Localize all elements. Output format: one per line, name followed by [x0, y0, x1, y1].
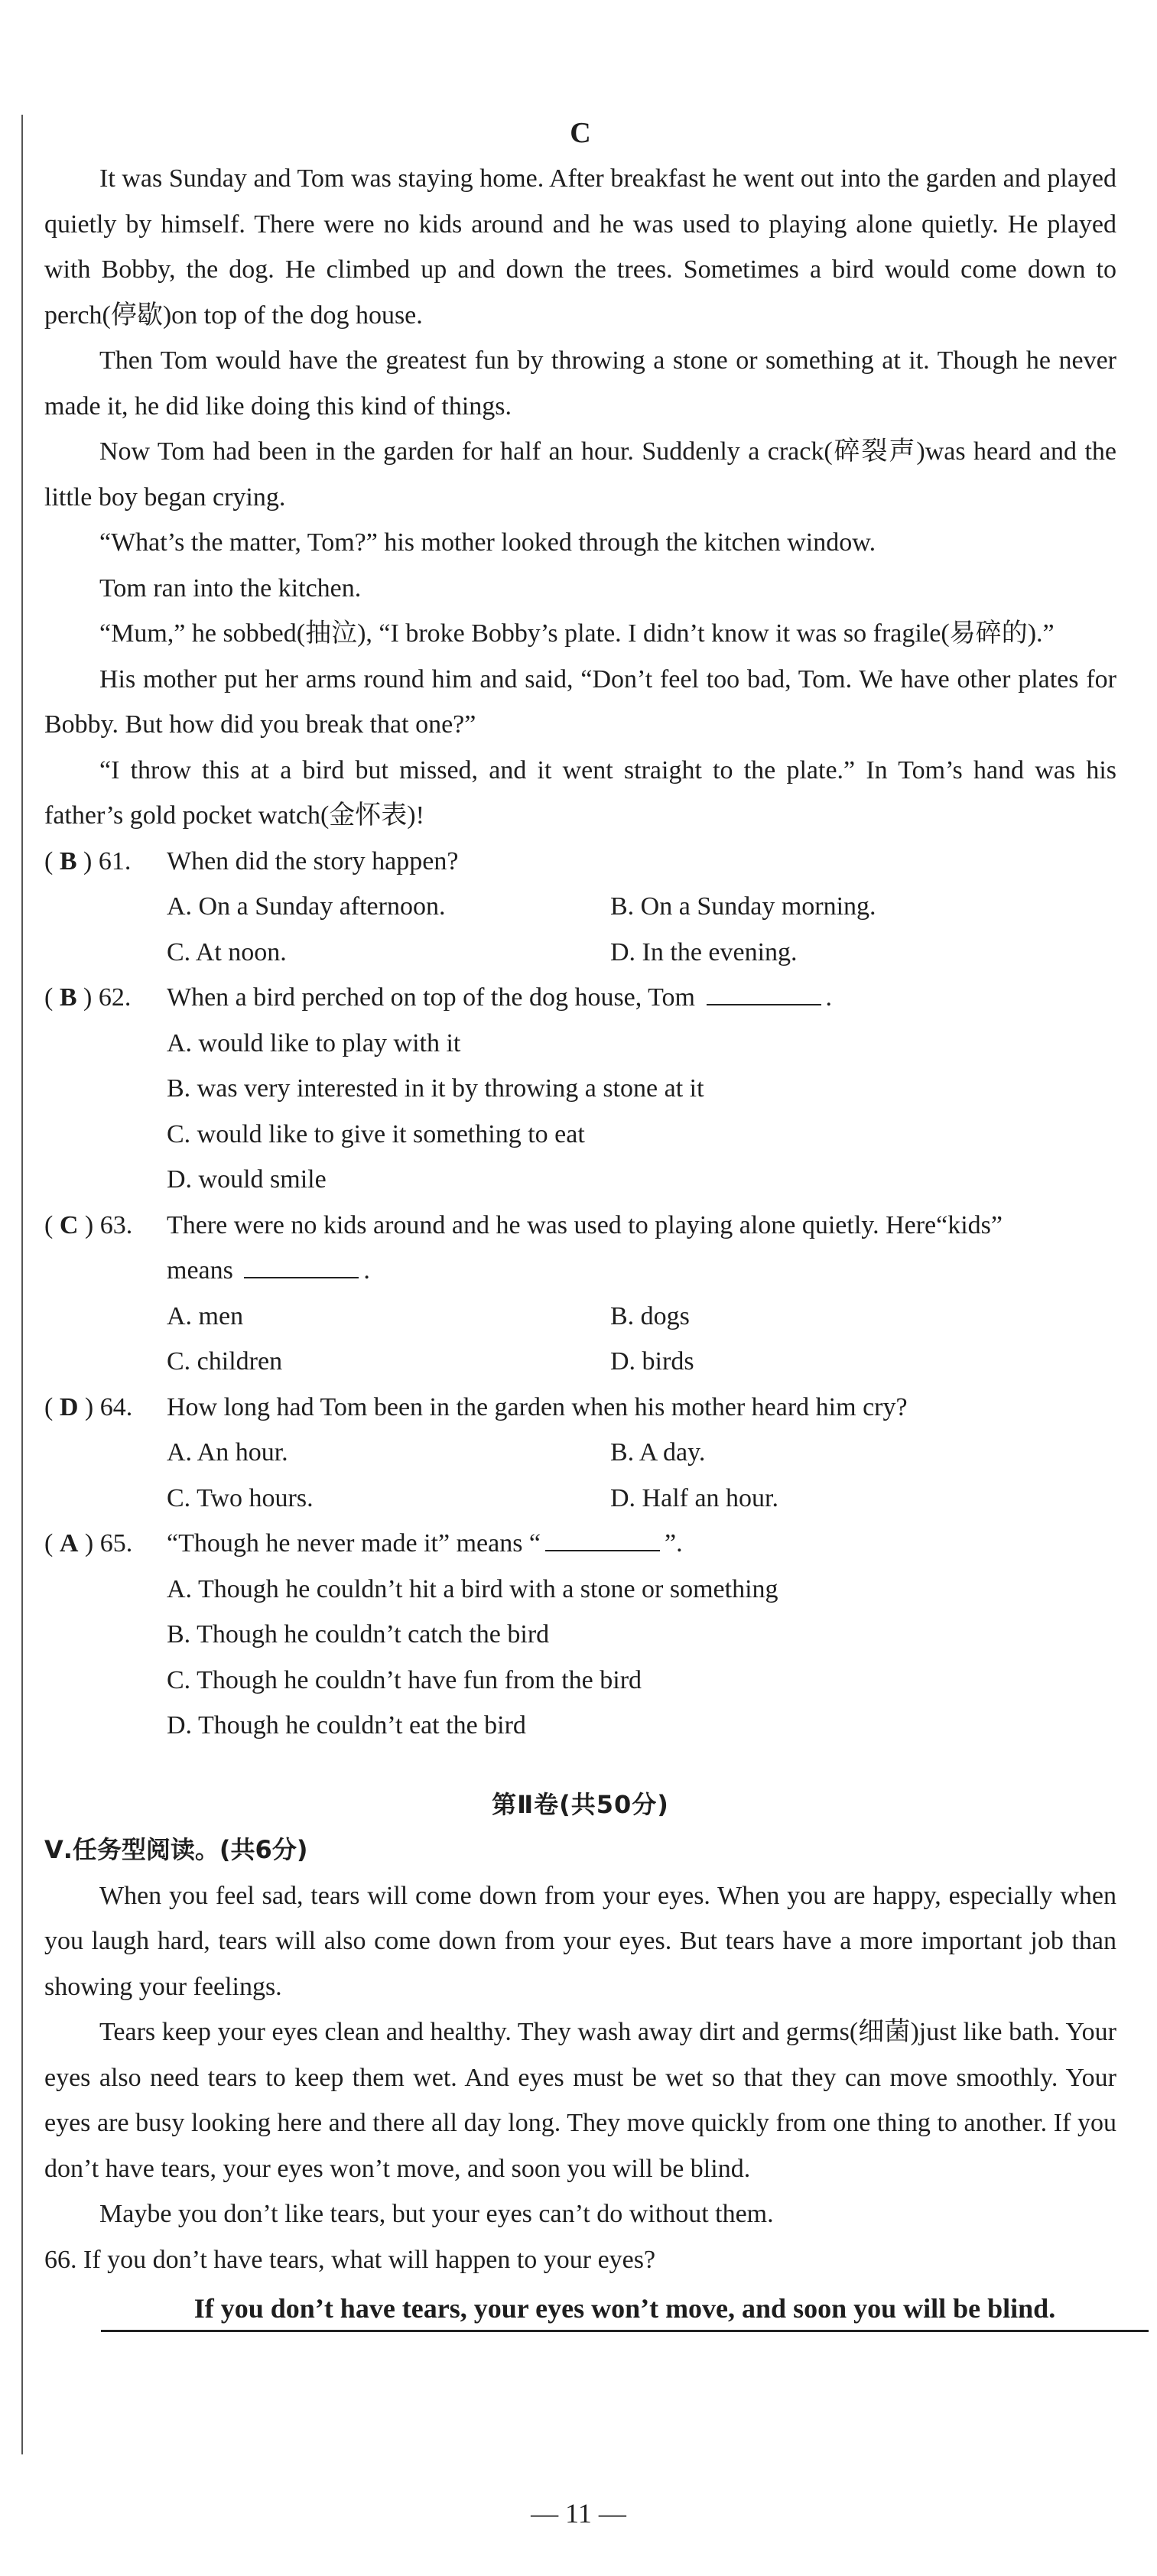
stem-end: ”.	[665, 1529, 683, 1558]
answer-letter: B	[59, 983, 77, 1012]
question-62	[44, 975, 1116, 1203]
option-d: D. Though he couldn’t eat the bird	[167, 1711, 526, 1740]
answer-label: ( D ) 64.	[44, 1392, 133, 1421]
question-stem-cont: means	[167, 1256, 233, 1285]
task-heading: Ⅴ.任务型阅读。(共6分)	[44, 1835, 308, 1864]
option-a: A. An hour.	[167, 1438, 288, 1467]
option-a: A. On a Sunday afternoon.	[167, 892, 446, 921]
left-margin-rule	[21, 115, 23, 2454]
passage-paragraph: Tom ran into the kitchen.	[99, 573, 362, 603]
question-stem: When a bird perched on top of the dog house, Tom	[167, 983, 695, 1012]
answer-letter: C	[59, 1210, 79, 1239]
passage-paragraph: “I throw this at a bird but missed, and it went straight to the plate.” In Tom’s hand was his father’s gold pocket watch(金怀表)!	[44, 755, 1116, 830]
passage-paragraph: When you feel sad, tears will come down from your eyes. When you are happy, especially when you laugh hard, tears will also come down from your eyes. But tears have a more important job than showing your feelings.	[44, 1881, 1116, 2001]
option-c: C. children	[167, 1347, 283, 1376]
page-number: — 11 —	[531, 2498, 626, 2529]
answer-label: ( C ) 63.	[44, 1210, 133, 1239]
option-d: D. Half an hour.	[610, 1483, 779, 1512]
question-63	[44, 1203, 1116, 1385]
answer-label: ( B ) 62.	[44, 983, 132, 1012]
question-stem: “Though he never made it” means “	[167, 1529, 541, 1558]
passage-paragraph: Now Tom had been in the garden for half an hour. Suddenly a crack(碎裂声)was heard and the little boy began crying.	[44, 437, 1116, 512]
answer-blank	[545, 1527, 660, 1551]
answer-label: ( A ) 65.	[44, 1529, 133, 1558]
answer-blank	[707, 981, 821, 1005]
option-c: C. Two hours.	[167, 1483, 314, 1512]
question-stem: There were no kids around and he was used to playing alone quietly. Here“kids”	[167, 1210, 1003, 1239]
passage-paragraph: Then Tom would have the greatest fun by throwing a stone or something at it. Though he never made it, he did like doing this kind of things.	[44, 346, 1116, 421]
page-content	[44, 113, 1116, 2332]
question-stem: When did the story happen?	[167, 846, 459, 875]
passage-paragraph: “Mum,” he sobbed(抽泣), “I broke Bobby’s plate. I didn’t know it was so fragile(易碎的).”	[99, 619, 1055, 648]
question-64	[44, 1385, 1116, 1522]
option-a: A. would like to play with it	[167, 1028, 461, 1057]
question-66-answer: If you don’t have tears, your eyes won’t move, and soon you will be blind.	[101, 2287, 1149, 2332]
option-d: D. would smile	[167, 1165, 327, 1194]
stem-end: .	[363, 1256, 370, 1285]
answer-letter: B	[59, 846, 77, 875]
question-61	[44, 839, 1116, 976]
option-b: B. was very interested in it by throwing a stone at it	[167, 1074, 704, 1103]
passage-paragraph: His mother put her arms round him and said, “Don’t feel too bad, Tom. We have other plates for Bobby. But how did you break that one?”	[44, 664, 1116, 739]
option-d: D. birds	[610, 1347, 694, 1376]
part-heading: 第Ⅱ卷(共50分)	[492, 1789, 669, 1819]
question-65	[44, 1521, 1116, 1749]
option-b: B. dogs	[610, 1301, 690, 1330]
option-d: D. In the evening.	[610, 937, 798, 966]
option-c: C. At noon.	[167, 937, 287, 966]
passage-paragraph: “What’s the matter, Tom?” his mother looked through the kitchen window.	[99, 528, 876, 557]
stem-end: .	[825, 983, 832, 1012]
answer-letter: A	[59, 1529, 79, 1558]
question-stem: How long had Tom been in the garden when his mother heard him cry?	[167, 1392, 908, 1421]
question-66: 66. If you don’t have tears, what will happen to your eyes?	[44, 2245, 656, 2274]
option-a: A. men	[167, 1301, 244, 1330]
section-title: C	[570, 117, 591, 149]
passage-paragraph: It was Sunday and Tom was staying home. After breakfast he went out into the garden and played quietly by himself. There were no kids around and he was used to playing alone quietly. He played with Bobby, the dog. He climbed up and down the trees. Sometimes a bird would come down to perch(停歇)on top of the dog house.	[44, 164, 1116, 330]
option-b: B. A day.	[610, 1438, 706, 1467]
option-c: C. Though he couldn’t have fun from the bird	[167, 1665, 642, 1694]
answer-blank	[244, 1254, 359, 1278]
option-c: C. would like to give it something to eat	[167, 1119, 585, 1148]
passage-paragraph: Maybe you don’t like tears, but your eyes can’t do without them.	[99, 2200, 774, 2228]
answer-letter: D	[59, 1392, 79, 1421]
option-a: A. Though he couldn’t hit a bird with a stone or something	[167, 1574, 778, 1603]
passage-paragraph: Tears keep your eyes clean and healthy. They wash away dirt and germs(细菌)just like bath. Your eyes also need tears to keep them wet. And eyes must be wet so that they can move smoothly. Your eyes are busy looking here and there all day long. They move quickly from one thing to another. If you don’t have tears, your eyes won’t move, and soon you will be blind.	[44, 2018, 1116, 2183]
option-b: B. Though he couldn’t catch the bird	[167, 1620, 550, 1649]
option-b: B. On a Sunday morning.	[610, 892, 876, 921]
answer-label: ( B ) 61.	[44, 846, 132, 875]
